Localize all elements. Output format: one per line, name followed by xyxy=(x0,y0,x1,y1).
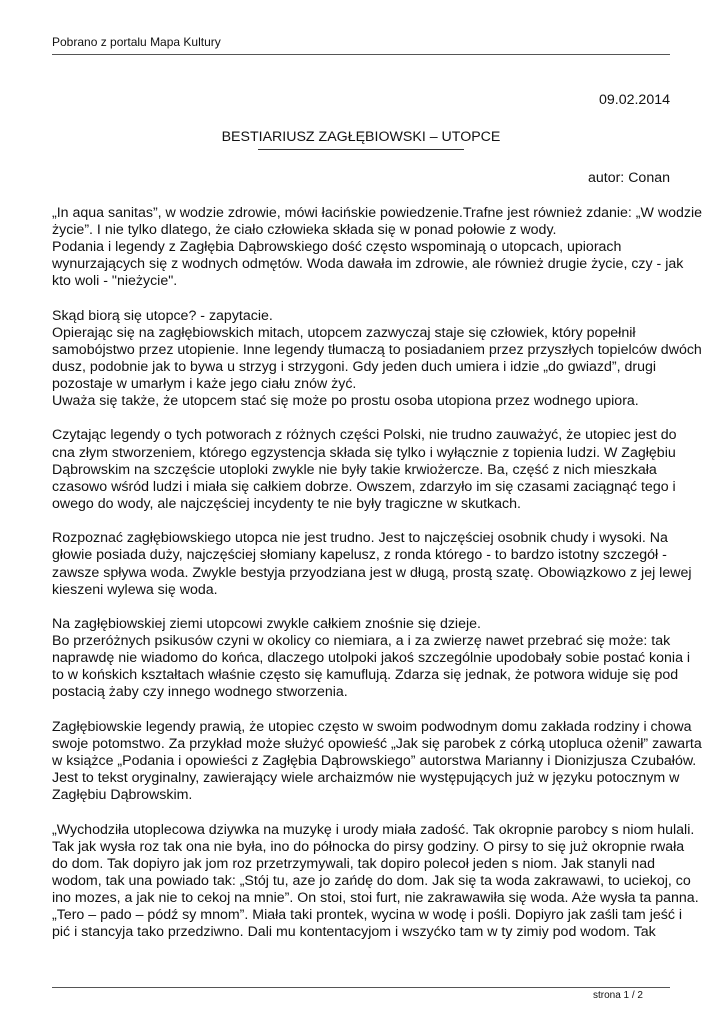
article-paragraph xyxy=(52,530,692,598)
text-line: Uważa się także, że utopcem stać się może po prostu osoba utopiona przez wodnego upiora. xyxy=(52,393,639,409)
page-header-source: Pobrano z portalu Mapa Kultury xyxy=(52,35,221,49)
article-author: autor: Conan xyxy=(587,170,670,187)
article-paragraph xyxy=(52,204,703,290)
article-paragraph xyxy=(52,307,702,411)
article-paragraph xyxy=(52,718,702,804)
text-line: pozostaje w umarłym i każe jego ciału znów żyć. xyxy=(52,375,357,392)
article-title: BESTIARIUSZ ZAGŁĘBIOWSKI – UTOPCE xyxy=(221,129,501,146)
text-line: w książce „Podania i opowieści z Zagłębia Dąbrowskiego” autorstwa Marianny i Dionizjusza Czubałów. xyxy=(52,753,697,770)
text-line: wynurzających się z wodnych odmętów. Woda dawała im zdrowie, ale również drugie życie, czy - jak xyxy=(52,255,684,272)
text-line: naprawdę nie wiadomo do końca, dlaczego utolpoki jakoś szczególnie upodobały sobie postać konia i xyxy=(52,650,691,667)
text-line: „In aqua sanitas”, w wodzie zdrowie, mówi łacińskie powiedzenie.Trafne jest również zdanie: „W wodzie xyxy=(52,204,703,221)
text-line: owego do wody, ale najczęściej incydenty te nie były tragiczne w skutkach. xyxy=(52,495,521,512)
text-line: postacią żaby czy innego wodnego stworzenia. xyxy=(52,684,348,701)
text-line: Zagłębiowskie legendy prawią, że utopiec często w swoim podwodnym domu zakłada rodziny i chowa xyxy=(52,718,692,735)
footer-divider xyxy=(52,987,670,988)
text-line: zawsze spływa woda. Zwykle bestyja przyodziana jest w długą, prostą szatę. Obowiązkowo z jej lewej xyxy=(52,564,692,581)
text-line: pić i stancyja tako przedziwno. Dali mu kontentacyjom i wszyćko tam w ty zimiy pod wodom. Tak xyxy=(52,924,656,941)
text-line: Tak jak wysła roz tak ona nie była, ino do północka do pirsy godziny. O pirsy to się już okropnie rwała xyxy=(52,838,685,855)
article-paragraph xyxy=(52,821,699,942)
text-line: dusz, podobnie jak to bywa u strzyg i strzygoni. Gdy jeden duch umiera i idzie „do gwiazd”, drugi xyxy=(52,358,657,375)
text-line: to w końskich kształtach właśnie często się kamuflują. Zdarza się jednak, że potwora widuje się pod xyxy=(52,667,679,684)
text-line: wodom, tak una powiado tak: „Stój tu, aze jo zańdę do dom. Jak się ta woda zakrawawi, to uciekoj, co xyxy=(52,873,691,890)
text-line: Skąd biorą się utopce? - zapytacie. xyxy=(52,307,273,324)
text-line: „Wychodziła utoplecowa dziywka na muzykę i urody miała zadość. Tak okropnie parobcy s niom hulali. xyxy=(52,821,695,838)
article xyxy=(52,92,703,941)
header-divider xyxy=(52,54,670,55)
text-line: Na zagłębiowskiej ziemi utopcowi zwykle całkiem znośnie się dzieje. xyxy=(52,616,481,633)
page-number: strona 1 / 2 xyxy=(592,990,643,1001)
text-line: Podania i legendy z Zagłębia Dąbrowskiego dość często wspominają o utopcach, upiorach xyxy=(52,238,622,255)
text-line: Czytając legendy o tych potworach z różnych części Polski, nie trudno zauważyć, że utopiec jest do xyxy=(52,427,677,444)
article-paragraph xyxy=(52,427,677,512)
text-line: Bo przeróżnych psikusów czyni w okolicy co niemiara, a i za zwierzę nawet przebrać się może: tak xyxy=(52,633,671,650)
text-line: czasowo wśród ludzi i miała się całkiem dobrze. Owszem, zdarzyło im się czasami zaciągnąć tego i xyxy=(52,478,676,495)
article-paragraph xyxy=(52,616,691,701)
text-line: Rozpoznać zagłębiowskiego utopca nie jest trudno. Jest to najczęściej osobnik chudy i wysoki. Na xyxy=(52,530,668,547)
title-underline xyxy=(258,149,464,150)
text-line: głowie posiada duży, najczęściej słomiany kapelusz, z ronda którego - to bardzo istotny szczegół - xyxy=(52,547,667,564)
text-line: Dąbrowskim na szczęście utoploki zwykle nie były takie krwiożercze. Ba, część z nich mieszkała xyxy=(52,461,657,478)
text-line: kto woli - "nieżycie". xyxy=(52,273,178,290)
text-line: Zagłębiu Dąbrowskim. xyxy=(52,787,193,804)
text-line: „Tero – pado – pódź sy mnom”. Miała taki prontek, wycina w wodę i pośli. Dopiyro jak zaśli tam jeść i xyxy=(52,907,683,924)
text-line: Jest to tekst oryginalny, zawierający wiele archaizmów nie występujących już w języku potocznym w xyxy=(52,770,680,787)
text-line: kieszeni wylewa się woda. xyxy=(52,581,218,598)
text-line: życie”. I nie tylko dlatego, że ciało człowieka składa się w ponad połowie z wody. xyxy=(52,221,557,238)
text-line: ino mozes, a jak nie to cekoj na mnie”. On stoi, stoi furt, nie zakrawawiła się woda. Aże wysła ta panna. xyxy=(52,890,699,907)
text-line: do dom. Tak dopiyro jak jom roz przetrzymywali, tak dopiro polecoł jeden s niom. Jak stanyli nad xyxy=(52,856,655,873)
text-line: samobójstwo przez utopienie. Inne legendy tłumaczą to posiadaniem przez przyszłych topielców dwóch xyxy=(52,341,702,358)
text-line: cna złym stworzeniem, którego egzystencja składa się tylko i wyłącznie z topienia ludzi. W Zagłębiu xyxy=(52,444,676,461)
article-date: 09.02.2014 xyxy=(598,92,670,108)
text-line: Opierając się na zagłębiowskich mitach, utopcem zazwyczaj staje się człowiek, który popełnił xyxy=(52,324,636,341)
text-line: swoje potomstwo. Za przykład może służyć opowieść „Jak się parobek z córką utopluca ożenił” zawarta xyxy=(52,736,702,753)
